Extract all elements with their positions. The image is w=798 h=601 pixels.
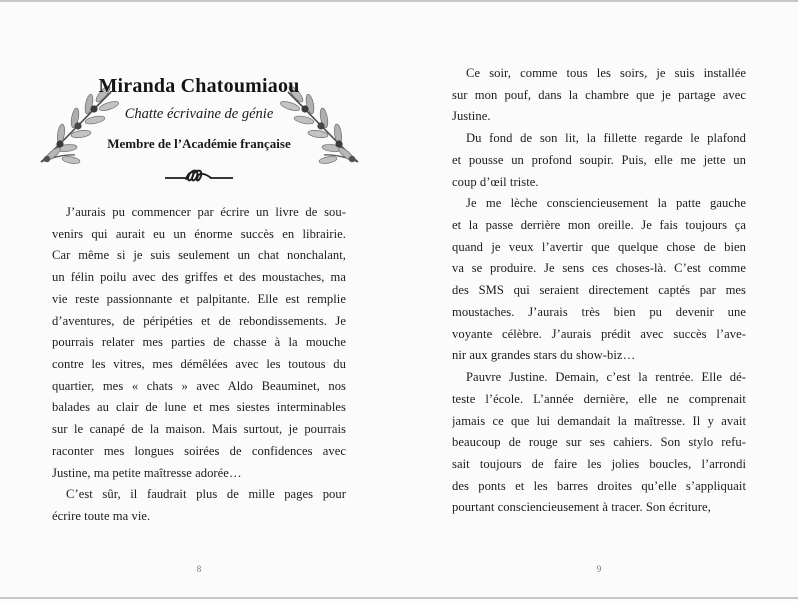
text-line: vie reste passionnante et palpitante. Elle est remplie — [52, 291, 346, 306]
text-line: pourrais relater mes parties de chasse à la mouche — [52, 335, 346, 350]
text-line: contre les vitres, mes démêlées avec les toutous du — [52, 357, 346, 372]
right-page — [452, 0, 746, 595]
text-line: beaucoup de rouge sur ses cahiers. Son stylo refu- — [452, 435, 746, 450]
text-line: sur le canapé de la maison. Mais surtout, je pourrais — [52, 422, 346, 437]
author-subtitle: Chatte écrivaine de génie — [124, 106, 274, 122]
text-line: nir aux grandes stars du show-biz… — [452, 348, 636, 363]
author-membership: Membre de l’Académie française — [107, 136, 291, 151]
text-line: un félin poilu avec des griffes et des moustaches, ma — [52, 270, 346, 285]
text-line: des ponts et les barres droites qu’elle s’appliquait — [452, 478, 746, 493]
text-line: J’aurais pu commencer par écrire un livre de sou- — [66, 205, 346, 219]
text-line: voyante célèbre. J’aurais prédit avec succès l’ave- — [452, 326, 746, 341]
text-line: venirs qui aurait eu un énorme succès en librairie. — [52, 226, 346, 241]
text-line: sait toujours de faire les jolies boucles, l’arrondi — [452, 456, 746, 471]
text-line: va se produire. Je sens ces choses-là. C’est comme — [452, 261, 746, 276]
text-line: raconter mes longues soirées de confidences avec — [52, 443, 346, 458]
text-line: et la passe derrière mon oreille. Je fais toujours ça — [452, 218, 746, 233]
text-line: C’est sûr, il faudrait plus de mille pages pour — [66, 487, 346, 502]
screen-edge-bottom — [0, 597, 798, 599]
text-line: Car même si je suis seulement un chat nonchalant, — [52, 248, 346, 263]
text-line: coup d’œil triste. — [452, 174, 539, 189]
text-line: jamais ce que lui demandait la maîtresse. Il y avait — [452, 413, 746, 428]
text-line: des SMS qui seraient directement captés par mes — [452, 283, 746, 298]
author-title: Miranda Chatoumiaou — [98, 75, 300, 97]
text-line: Justine. — [452, 109, 491, 124]
text-line: pourtant consciencieusement à tracer. Son écriture, — [452, 500, 711, 515]
text-line: moustaches. J’aurais très bien pu devenir une — [452, 304, 746, 319]
text-line: teste l’école. L’année dernière, elle ne comprenait — [452, 391, 746, 406]
text-line: Je me lèche consciencieusement la patte gauche — [466, 196, 746, 211]
text-line: quand je veux l’avertir que quelque chose de bien — [452, 239, 746, 254]
rope-divider-icon — [52, 168, 346, 191]
text-line: d’aventures, de péripéties et de rebondissements. Je — [52, 313, 346, 328]
text-line: Ce soir, comme tous les soirs, je suis installée — [466, 66, 746, 80]
text-line: balades au clair de lune et mes siestes interminables — [52, 400, 346, 415]
left-page — [52, 0, 346, 595]
text-line: Pauvre Justine. Demain, c’est la rentrée. Elle dé- — [466, 370, 746, 385]
right-page-text — [452, 63, 746, 519]
text-line: quartier, mes « chats » avec Aldo Beauminet, nos — [52, 378, 346, 393]
text-line: et pousse un profond soupir. Puis, elle me jette un — [452, 152, 746, 167]
text-line: Justine, ma petite maîtresse adorée… — [52, 465, 242, 480]
text-line: écrire toute ma vie. — [52, 509, 151, 524]
page-number-left: 8 — [196, 564, 202, 574]
left-page-text — [52, 202, 346, 528]
page-number-right: 9 — [596, 564, 602, 574]
text-line: Du fond de son lit, la fillette regarde le plafond — [466, 131, 746, 146]
text-line: sur mon pouf, dans la chambre que je partage avec — [452, 87, 746, 102]
